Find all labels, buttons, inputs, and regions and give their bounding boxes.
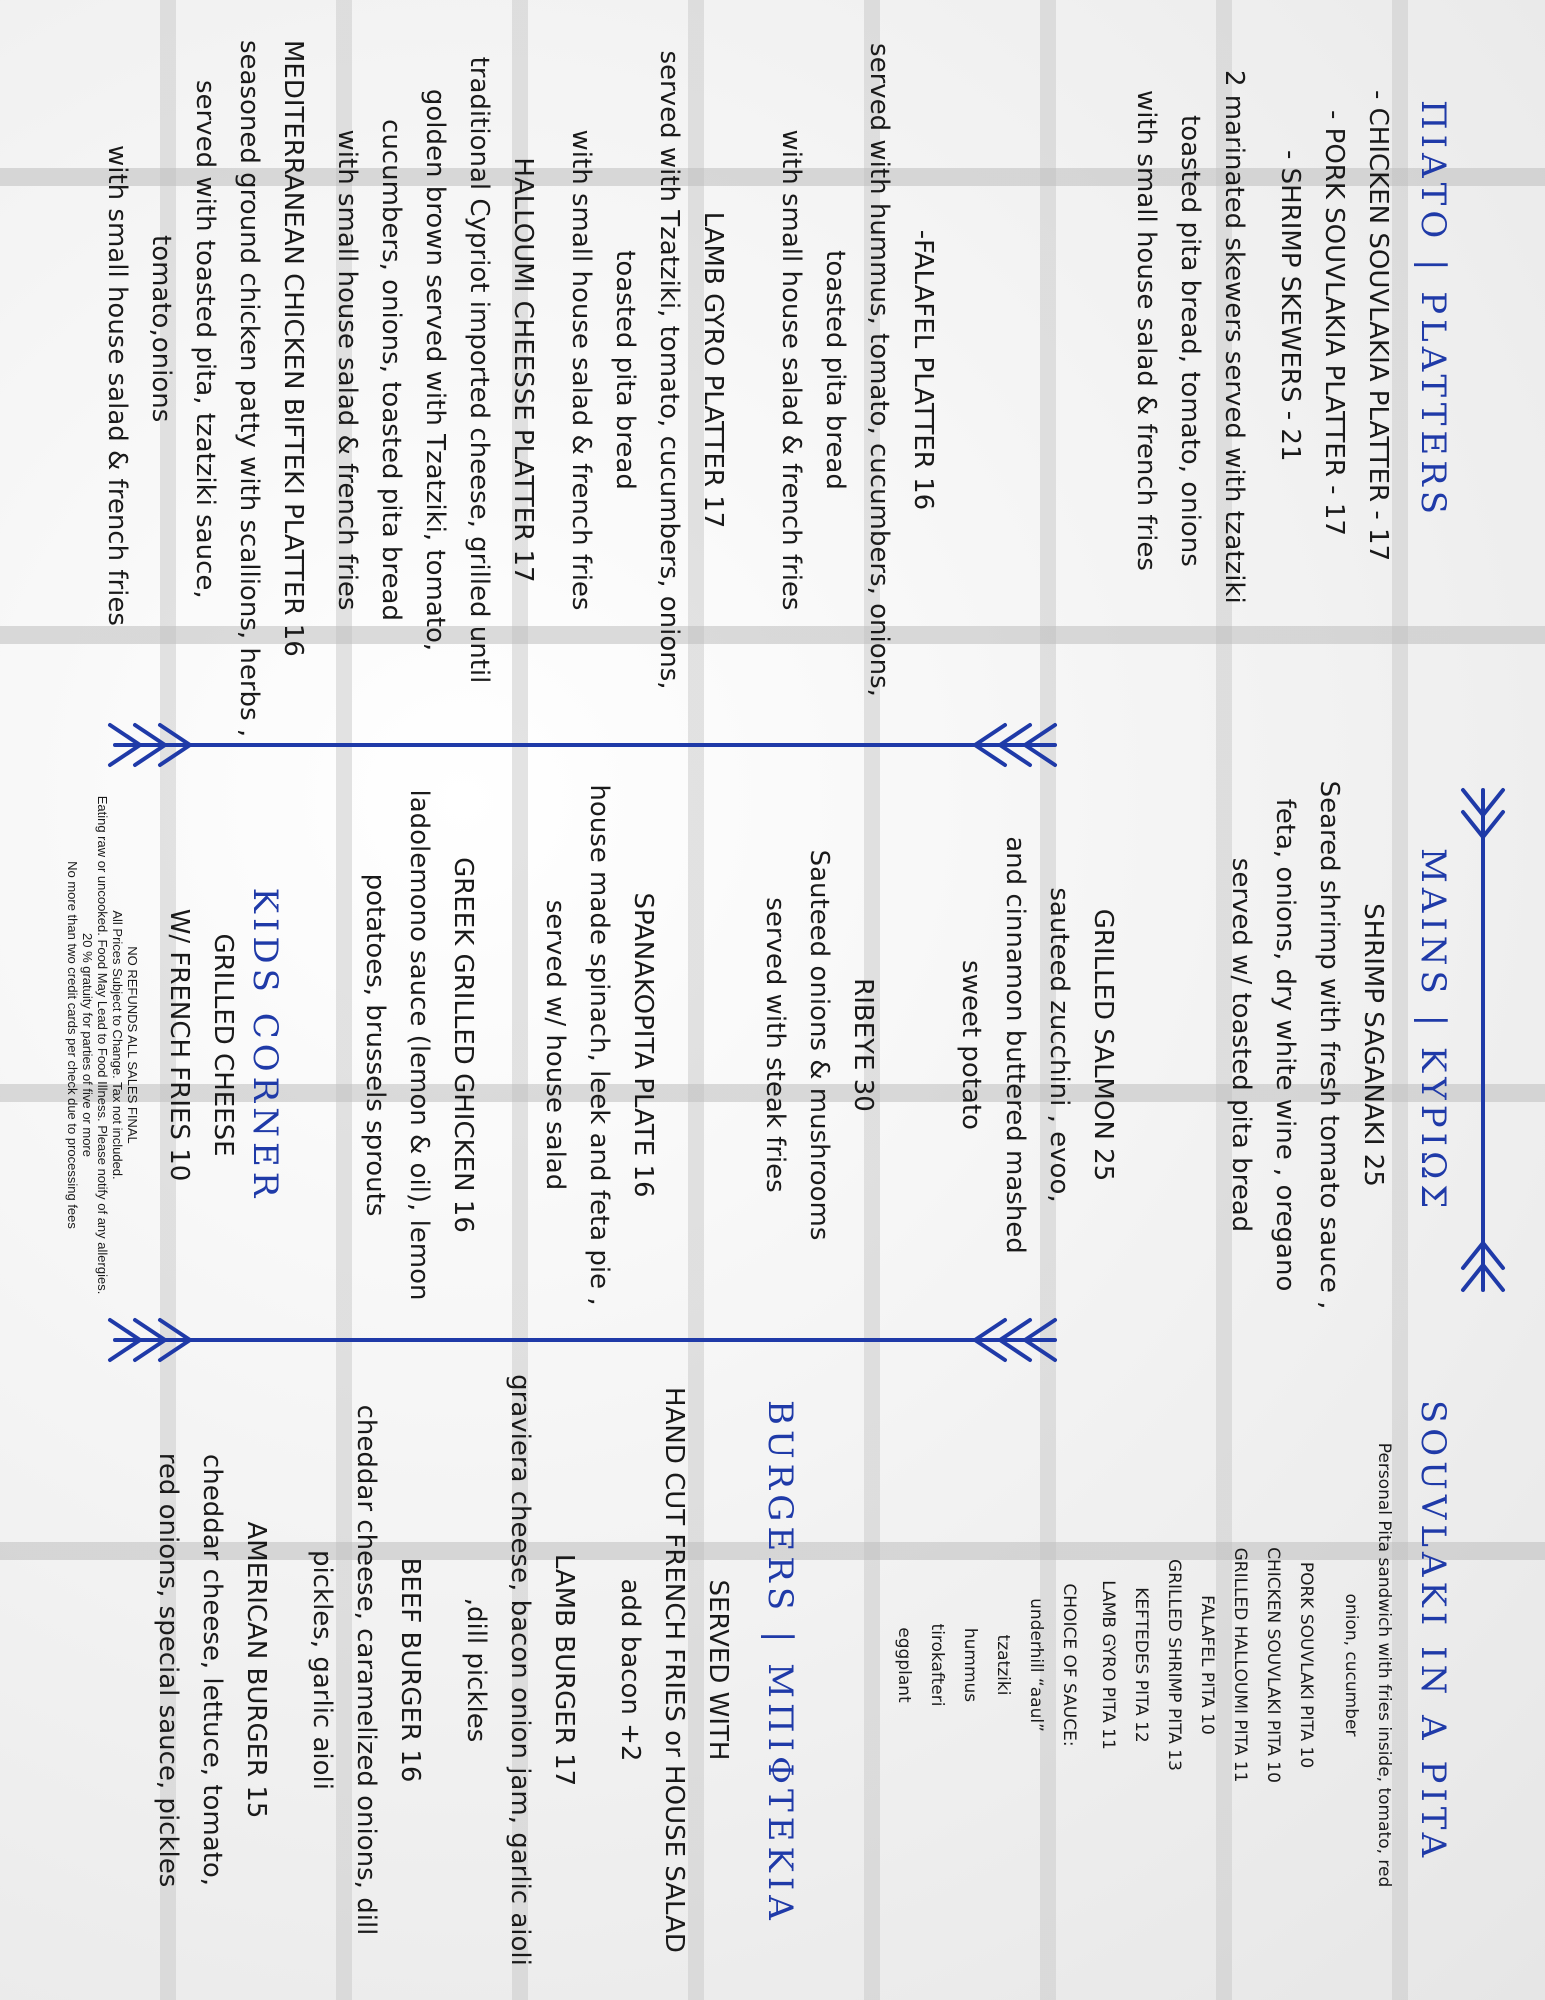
pita-item: PORK SOUVLAKI PITA 10 [1296, 1561, 1316, 1769]
halloumi-platter [325, 40, 545, 700]
grilled-salmon-name: GRILLED SALMON 25 [1088, 908, 1118, 1182]
bifteki-platter-desc: with small house salad & french fries [102, 145, 132, 626]
grilled-salmon-desc: and cinnamon buttered mashed [1000, 836, 1030, 1254]
grilled-salmon-desc: sweet potato [956, 960, 986, 1130]
shrimp-saganaki-desc: feta, onions, dry white wine , oregano [1270, 798, 1300, 1292]
halloumi-platter-desc: golden brown served with Tzatziki, tomato, [420, 88, 450, 652]
kids-corner-items [157, 770, 245, 1320]
ribeye [753, 770, 885, 1320]
american-burger-desc: cheddar cheese, lettuce, tomato, [197, 1453, 227, 1887]
mains-heading: MAINS | ΚΥΡΙΩΣ [1413, 848, 1453, 1214]
grilled-salmon [949, 770, 1125, 1320]
fineprint-line: All Prices Subject to Change. Tax not included. [110, 910, 125, 1180]
ribeye-desc: Sauteed onions & mushrooms [804, 849, 834, 1241]
souvlakia-desc: with small house salad & french fries [1131, 90, 1161, 571]
falafel-platter-desc: toasted pita bread [820, 250, 850, 490]
sauce-item: eggplant [894, 1627, 914, 1703]
falafel-platter [769, 40, 945, 700]
bifteki-platter-desc: served with toasted pita, tzatziki sauce, [190, 80, 220, 599]
burgers-heading: BURGERS | ΜΠΙΦΤΕΚΙΑ [760, 1400, 800, 1925]
sauce-item: underhill “aaul” [1026, 1598, 1046, 1732]
mains-top-arrow [1463, 790, 1503, 1290]
pita-heading: SOUVLAKI IN A PITA [1413, 1400, 1453, 1863]
ribeye-name: RIBEYE 30 [848, 978, 878, 1112]
lamb-burger-desc: graviera cheese, bacon onion jam, garlic aioli [505, 1374, 535, 1966]
spanakopita-name: SPANAKOPITA PLATE 16 [628, 892, 658, 1198]
falafel-platter-name: -FALAFEL PLATTER 16 [908, 229, 938, 511]
souvlakia-item-chicken: - CHICKEN SOUVLAKIA PLATTER - 17 [1363, 90, 1393, 562]
bifteki-platter-desc: tomato,onions [146, 235, 176, 423]
sauce-item: tzatziki [993, 1634, 1013, 1696]
grilled-salmon-desc: sauteed zucchini , evoo, [1044, 887, 1074, 1203]
shrimp-saganaki [1219, 770, 1395, 1320]
platters-heading: ΠΙΑΤΟ | PLATTERS [1413, 100, 1453, 520]
bifteki-platter [95, 40, 315, 738]
pita-item: FALAFEL PITA 10 [1197, 1595, 1217, 1735]
halloumi-platter-desc: cucumbers, onions, toasted pita bread [376, 119, 406, 621]
pita-desc: Personal Pita sandwich with fries inside, tomato, red [1374, 1442, 1394, 1888]
american-burger-desc: red onions, special sauce, pickles [153, 1452, 183, 1888]
halloumi-platter-desc: with small house salad & french fries [332, 129, 362, 611]
beef-burger-name: BEEF BURGER 16 [395, 1557, 425, 1783]
shrimp-saganaki-name: SHRIMP SAGANAKI 25 [1358, 903, 1388, 1187]
sauce-item: tirokafteri [927, 1623, 947, 1707]
greek-grilled-chicken [353, 770, 485, 1320]
souvlakia-desc: 2 marinated skewers served with tzatziki [1219, 70, 1249, 604]
souvlakia-platters [1124, 70, 1400, 710]
halloumi-platter-desc: traditional Cypriot imported cheese, grilled until [464, 56, 494, 684]
sauce-item: hummus [960, 1627, 980, 1703]
bifteki-platter-desc: seasoned ground chicken patty with scallions, herbs , [234, 40, 264, 738]
bifteki-platter-name: MEDITERRANEAN CHICKEN BIFTEKI PLATTER 16 [278, 40, 308, 657]
pita-item: GRILLED HALLOUMI PITA 11 [1230, 1547, 1250, 1783]
spanakopita [533, 770, 665, 1320]
pita-item: KEFTEDES PITA 12 [1131, 1587, 1151, 1743]
lamb-gyro-platter-desc: with small house salad & french fries [566, 129, 596, 611]
greek-grilled-chicken-desc: potatoes, brussels sprouts [360, 873, 390, 1217]
pita-item: LAMB GYRO PITA 11 [1098, 1580, 1118, 1750]
pita-section [887, 1385, 1400, 1945]
fineprint [65, 730, 140, 1360]
fineprint-line: Eating raw or uncooked. Food May Lead to Food Illness. Please notify of any allergies. [95, 795, 110, 1295]
falafel-platter-desc: served with hummus, tomato, cucumbers, onions, [864, 43, 894, 697]
sauce-label: CHOICE OF SAUCE: [1059, 1583, 1079, 1747]
american-burger-name: AMERICAN BURGER 15 [241, 1521, 271, 1819]
souvlakia-item-pork: - PORK SOUVLAKIA PLATTER - 17 [1319, 110, 1349, 536]
fineprint-line: NO REFUNDS ALL SALES FINAL [125, 946, 140, 1144]
lamb-burger-name: LAMB BURGER 17 [549, 1553, 579, 1787]
shrimp-saganaki-desc: served w/ toasted pita bread [1226, 857, 1256, 1233]
falafel-platter-desc: with small house salad & french fries [776, 129, 806, 611]
greek-grilled-chicken-name: GREEK GRILLED GHICKEN 16 [448, 857, 478, 1233]
souvlakia-item-shrimp: - SHRIMP SKEWERS - 21 [1275, 150, 1305, 462]
spanakopita-desc: house made spinach, leek and feta pie , [584, 784, 614, 1306]
beef-burger-desc: cheddar cheese, caramelized onions, dill [351, 1404, 381, 1936]
burgers-served-with: SERVED WITH [703, 1579, 733, 1761]
shrimp-saganaki-desc: Seared shrimp with fresh tomato sauce , [1314, 780, 1344, 1310]
ribeye-desc: served with steak fries [760, 897, 790, 1193]
lamb-gyro-platter-name: LAMB GYRO PLATTER 17 [698, 211, 728, 529]
fineprint-line: No more than two credit cards per check due to processing fees [65, 861, 80, 1229]
lamb-gyro-platter [559, 40, 735, 700]
pita-item: CHICKEN SOUVLAKI PITA 10 [1263, 1547, 1283, 1783]
lamb-burger-desc: ,dill pickles [461, 1597, 491, 1743]
beef-burger-desc: pickles, garlic aioli [307, 1549, 337, 1791]
spanakopita-desc: served w/ house salad [540, 899, 570, 1191]
kids-item: W/ FRENCH FRIES 10 [164, 908, 194, 1182]
lamb-gyro-platter-desc: toasted pita bread [610, 250, 640, 490]
kids-corner-heading: KIDS CORNER [245, 887, 285, 1203]
burgers-served-with: add bacon +2 [615, 1578, 645, 1762]
pita-desc: onion, cucumber [1341, 1593, 1361, 1737]
souvlakia-desc: toasted pita bread, tomato, onions [1175, 115, 1205, 567]
burgers-section [146, 1370, 740, 1970]
pita-item: GRILLED SHRIMP PITA 13 [1164, 1559, 1184, 1771]
greek-grilled-chicken-desc: ladolemono sauce (lemon & oil), lemon [404, 789, 434, 1301]
fineprint-line: 20 % gratuity for parties of five or more [80, 933, 95, 1157]
burgers-served-with: HAND CUT FRENCH FRIES or HOUSE SALAD [659, 1387, 689, 1953]
lamb-gyro-platter-desc: served with Tzatziki, tomato, cucumbers, onions, [654, 50, 684, 690]
divider-arrow-right [110, 1320, 1055, 1360]
halloumi-platter-name: HALLOUMI CHEESSE PLATTER 17 [508, 157, 538, 583]
kids-item: GRILLED CHEESE [208, 933, 238, 1157]
